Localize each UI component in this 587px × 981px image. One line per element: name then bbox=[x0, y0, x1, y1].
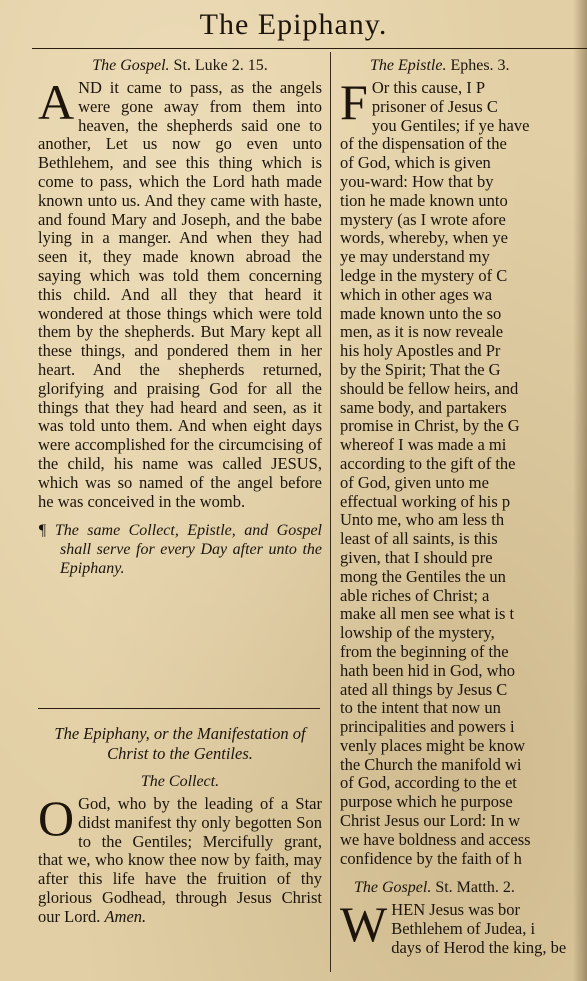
epistle-heading bbox=[340, 56, 587, 75]
collect-paragraph bbox=[38, 790, 322, 927]
gospel-paragraph bbox=[38, 74, 322, 511]
text-line: venly places might be know bbox=[340, 735, 526, 755]
rubric-note: ¶ The same Collect, Epistle, and Gospel shall serve for every Day after unto the Epiphany. bbox=[38, 522, 322, 578]
text-line: make all men see what is t bbox=[340, 604, 515, 624]
text-line: able riches of Christ; a bbox=[340, 585, 490, 605]
column-divider bbox=[330, 52, 331, 972]
collect-amen: Amen. bbox=[104, 906, 147, 926]
text-line: same body, and partakers bbox=[340, 397, 507, 417]
text-line: hath been hid in God, who bbox=[340, 660, 516, 680]
left-column bbox=[38, 56, 322, 578]
gospel2-heading-label: The Gospel. bbox=[354, 879, 432, 897]
gospel-heading-ref: St. Luke 2. 15. bbox=[173, 57, 268, 74]
text-line: which in other ages wa bbox=[340, 284, 493, 304]
text-line: should be fellow heirs, and bbox=[340, 378, 519, 398]
text-line: his holy Apostles and Pr bbox=[340, 341, 501, 361]
text-line: least of all saints, is this bbox=[340, 529, 498, 549]
text-line: effectual working of his p bbox=[340, 491, 511, 511]
text-line: made known unto the so bbox=[340, 303, 502, 323]
text-line: Christ Jesus our Lord: In w bbox=[340, 811, 521, 831]
text-line: days of Herod the king, be bbox=[391, 938, 567, 958]
text-line: ated all things by Jesus C bbox=[340, 679, 508, 699]
epistle-paragraph bbox=[340, 74, 587, 868]
text-line: HEN Jesus was bor bbox=[391, 900, 520, 920]
page-edge-shadow bbox=[573, 0, 587, 981]
text-line: Or this cause, I P bbox=[371, 78, 486, 97]
text-line: we have boldness and access bbox=[340, 829, 531, 849]
collect-text: God, who by the leading of a Star didst manifest thy only begotten Son to the Gentiles; Mercifully grant, that we, who know thee now by faith, may after this life have the fruition of thy glorious Godhead, through Jesus Christ our Lord. bbox=[38, 794, 322, 926]
text-line: prisoner of Jesus C bbox=[371, 96, 498, 116]
epistle-heading-label: The Epistle. bbox=[370, 57, 447, 74]
text-line: given, that I should pre bbox=[340, 547, 493, 567]
gospel-dropcap: A bbox=[38, 74, 75, 130]
text-line: purpose which he purpose bbox=[340, 792, 513, 812]
text-line: confidence by the faith of h bbox=[340, 848, 522, 868]
gospel2-dropcap: W bbox=[340, 896, 388, 953]
text-line: lowship of the mystery, bbox=[340, 623, 495, 643]
gospel-heading bbox=[38, 56, 322, 75]
text-line: to the intent that now un bbox=[340, 698, 501, 718]
collect-dropcap: O bbox=[38, 790, 75, 846]
section-rule bbox=[38, 708, 320, 709]
text-line: tion he made known unto bbox=[340, 190, 508, 210]
gospel-text: ND it came to pass, as the angels were gone away from them into heaven, the shepherds said one to another, Let us now go even unto Bethlehem, and see this thing which is come to pass, which the Lord hath made known unto us. And they came with haste, and found Mary and Joseph, and the babe lying in a manger. And when they had seen it, they made known abroad the saying which was told them concerning this child. And all they that heard it wondered at those things which were told them by the shepherds. But Mary kept all these things, and pondered them in her heart. And the shepherds returned, glorifying and praising God for all the things that they had heard and seen, as it was told unto them. And when eight days were accomplished for the circumcising of the child, his name was called JESUS, which was so named of the angel before he was conceived in the womb. bbox=[38, 78, 322, 511]
epistle-dropcap: F bbox=[340, 74, 368, 130]
text-line: mong the Gentiles the un bbox=[340, 566, 506, 586]
gospel2-heading-ref: St. Matth. 2. bbox=[435, 879, 515, 897]
epistle-heading-ref: Ephes. 3. bbox=[450, 57, 510, 74]
top-rule bbox=[32, 48, 587, 49]
gospel2-heading bbox=[340, 878, 587, 897]
text-line: of God, according to the et bbox=[340, 773, 517, 793]
text-line: promise in Christ, by the G bbox=[340, 416, 520, 436]
text-line: men, as it is now reveale bbox=[340, 322, 504, 342]
text-line: Bethlehem of Judea, i bbox=[391, 919, 536, 939]
text-line: ledge in the mystery of C bbox=[340, 265, 508, 285]
text-line: mystery (as I wrote afore bbox=[340, 209, 506, 229]
text-line: words, whereby, when ye bbox=[340, 228, 509, 248]
text-line: you Gentiles; if ye have bbox=[371, 115, 530, 135]
gospel-heading-label: The Gospel. bbox=[92, 57, 170, 74]
left-column-lower bbox=[38, 724, 322, 927]
right-column bbox=[340, 56, 587, 958]
text-line: according to the gift of the bbox=[340, 453, 516, 473]
gospel2-paragraph bbox=[340, 896, 587, 958]
text-line: whereof I was made a mi bbox=[340, 435, 507, 455]
text-line: from the beginning of the bbox=[340, 641, 509, 661]
text-line: of God, given unto me bbox=[340, 472, 489, 492]
text-line: by the Spirit; That the G bbox=[340, 359, 501, 379]
collect-heading: The Collect. bbox=[140, 773, 220, 790]
feast-title: The Epiphany, or the Manifestation of Christ to the Gentiles. bbox=[54, 724, 306, 763]
text-line: of the dispensation of the bbox=[340, 134, 507, 154]
text-line: of God, which is given bbox=[340, 153, 491, 173]
text-line: the Church the manifold wi bbox=[340, 754, 522, 774]
text-line: you-ward: How that by bbox=[340, 171, 494, 191]
text-line: Unto me, who am less th bbox=[340, 510, 505, 530]
running-head: The Epiphany. bbox=[199, 8, 388, 41]
text-line: ye may understand my bbox=[340, 247, 490, 267]
text-line: principalities and powers i bbox=[340, 717, 515, 737]
